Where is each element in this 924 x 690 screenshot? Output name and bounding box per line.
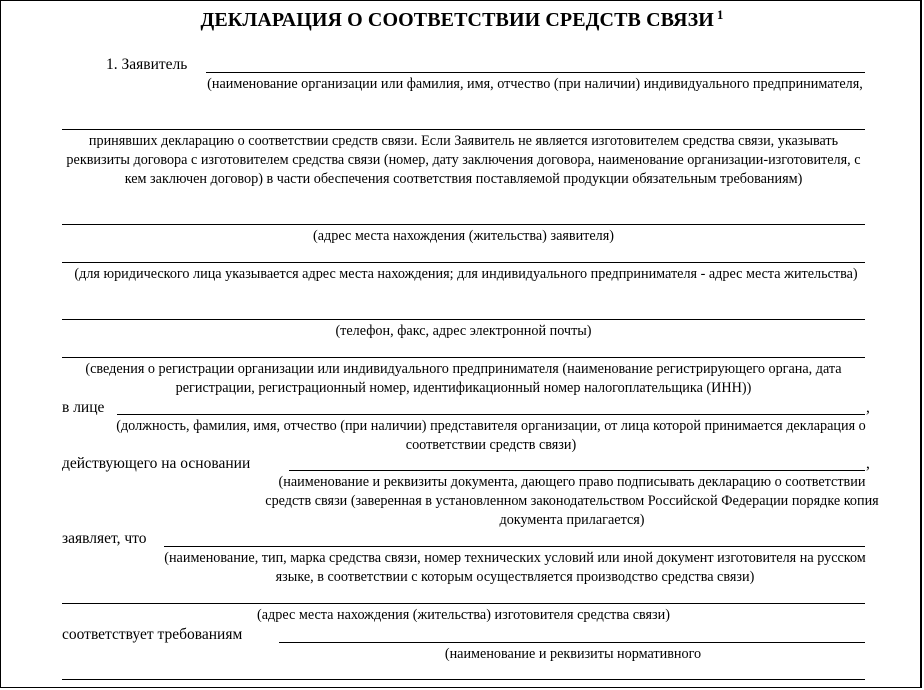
basis-field[interactable]: [289, 470, 865, 471]
basis-comma: ,: [866, 455, 870, 472]
applicant-contract-field[interactable]: [62, 129, 865, 130]
complies-label: соответствует требованиям: [62, 626, 243, 643]
applicant-label: 1. Заявитель: [106, 56, 188, 73]
title-footnote-mark: 1: [716, 7, 724, 22]
basis-label: действующего на основании: [62, 455, 251, 472]
applicant-contacts-hint: (телефон, факс, адрес электронной почты): [335, 323, 592, 339]
applicant-name-field[interactable]: [206, 72, 865, 73]
representative-label: в лице: [62, 399, 105, 416]
applicant-address-hint: (адрес места нахождения (жительства) заявителя): [312, 228, 615, 244]
declares-product-field[interactable]: [164, 546, 865, 547]
declares-label: заявляет, что: [62, 530, 147, 547]
applicant-name-hint: (наименование организации или фамилия, имя, отчество (при наличии) индивидуального предпринимателя,: [207, 76, 863, 92]
complies-requirements-field[interactable]: [279, 642, 865, 643]
applicant-address-detail-hint: (для юридического лица указывается адрес места нахождения; для индивидуального предпринимателя - адрес места жительства): [74, 266, 858, 282]
document-title: ДЕКЛАРАЦИЯ О СООТВЕТСТВИИ СРЕДСТВ СВЯЗИ $^1$: [200, 7, 724, 31]
complies-requirements-continuation-field[interactable]: [62, 679, 865, 680]
applicant-registration-hint: (сведения о регистрации организации или индивидуального предпринимателя (наименование регистрирующего органа, дата регистрации, регистрационный номер, идентификационный номер налогоплательщика (ИНН)): [85, 361, 842, 396]
manufacturer-address-field[interactable]: [62, 603, 865, 604]
representative-hint: (должность, фамилия, имя, отчество (при наличии) представителя организации, от лица которой принимается декларация о соответствии средств связи): [116, 418, 866, 453]
applicant-address-field[interactable]: [62, 224, 865, 225]
representative-comma: ,: [866, 399, 870, 416]
representative-field[interactable]: [117, 414, 865, 415]
applicant-contract-hint: принявших декларацию о соответствии средств связи. Если Заявитель не является изготовителем средства связи, указывать реквизиты договора с изготовителем средства связи (номер, дату заключения договора, наименование организации-изготовителя, с кем заключен договор) в части обеспечения соответствия поставляемой продукции обязательным требованиям): [66, 133, 861, 187]
manufacturer-address-hint: (адрес места нахождения (жительства) изготовителя средства связи): [257, 607, 670, 623]
applicant-contacts-field[interactable]: [62, 319, 865, 320]
applicant-address-detail-field[interactable]: [62, 262, 865, 263]
basis-hint: (наименование и реквизиты документа, дающего право подписывать декларацию о соответствии средств связи (заверенная в установленном законодательством Российской Федерации порядке копия документа прилагается): [265, 474, 879, 528]
complies-requirements-hint: (наименование и реквизиты нормативного: [444, 646, 702, 662]
applicant-registration-field[interactable]: [62, 357, 865, 358]
declares-product-hint: (наименование, тип, марка средства связи, номер технических условий или иной документ изготовителя на русском языке, в соответствии с которым осуществляется производство средства связи): [164, 550, 866, 585]
